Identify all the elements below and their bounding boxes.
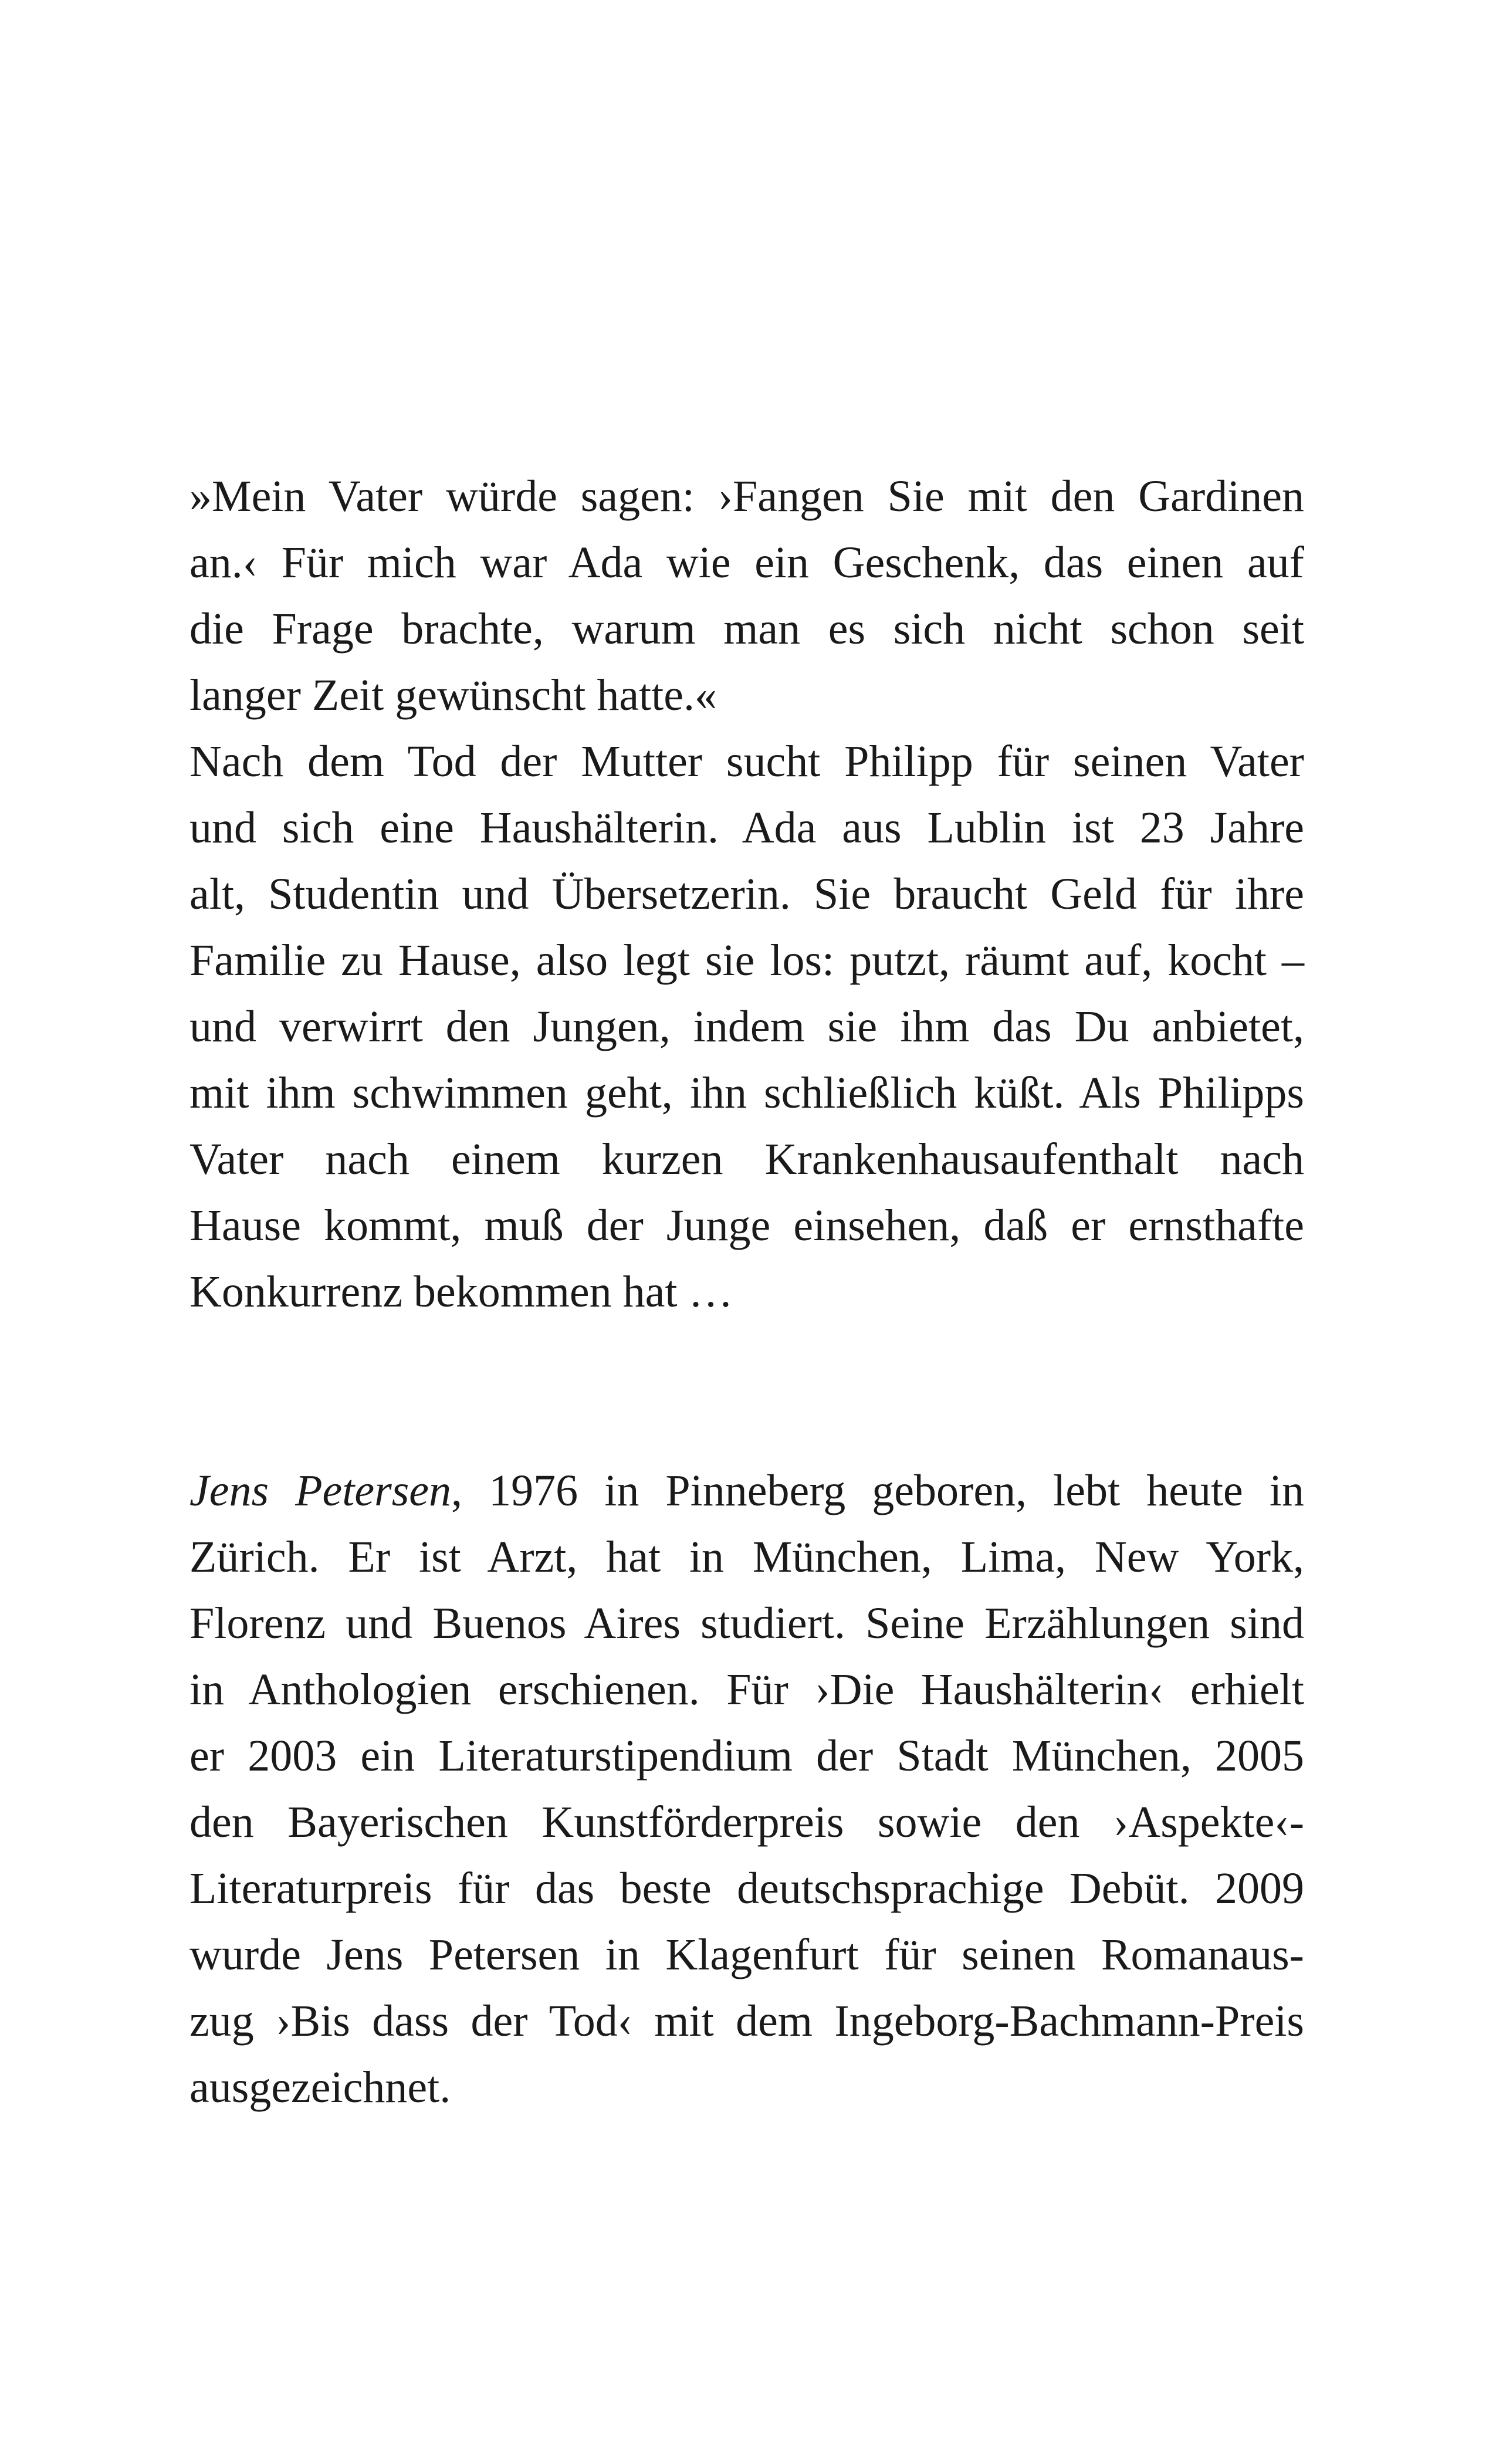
- blurb-line: Familie zu Hause, also legt sie los: putzt, räumt auf, kocht –: [189, 936, 1304, 985]
- blurb-line: »Mein Vater würde sagen: ›Fangen Sie mit den Gardinen: [189, 472, 1304, 521]
- blurb-line: an.‹ Für mich war Ada wie ein Geschenk, das einen auf: [189, 538, 1304, 587]
- blurb-line: und verwirrt den Jungen, indem sie ihm das Du anbietet,: [189, 1002, 1304, 1051]
- blurb-line: Vater nach einem kurzen Krankenhausaufenthalt nach: [189, 1135, 1304, 1184]
- bio-line: zug ›Bis dass der Tod‹ mit dem Ingeborg-Bachmann-Preis: [189, 1996, 1304, 2046]
- bio-line: den Bayerischen Kunstförderpreis sowie den ›Aspekte‹-: [189, 1798, 1304, 1847]
- blurb-line: und sich eine Haushälterin. Ada aus Lublin ist 23 Jahre: [189, 803, 1304, 852]
- bio-line: wurde Jens Petersen in Klagenfurt für seinen Romanaus-: [189, 1930, 1304, 1979]
- blurb-paragraph: [189, 463, 1304, 1325]
- blurb-line: mit ihm schwimmen geht, ihn schließlich küßt. Als Philipps: [189, 1068, 1304, 1118]
- bio-line: Zürich. Er ist Arzt, hat in München, Lima, New York,: [189, 1532, 1304, 1582]
- author-name: Jens Petersen: [189, 1466, 452, 1515]
- bio-line: ausgezeichnet.: [189, 2063, 451, 2112]
- bio-line: Literaturpreis für das beste deutschsprachige Debüt. 2009: [189, 1864, 1304, 1913]
- bio-line: er 2003 ein Literaturstipendium der Stadt München, 2005: [189, 1731, 1304, 1781]
- blurb-line: langer Zeit gewünscht hatte.«: [189, 671, 717, 720]
- bio-line: Florenz und Buenos Aires studiert. Seine Erzählungen sind: [189, 1599, 1304, 1648]
- blurb-line: Hause kommt, muß der Junge einsehen, daß er ernsthafte: [189, 1201, 1304, 1250]
- bio-first-line-rest: , 1976 in Pinneberg geboren, lebt heute in: [451, 1466, 1304, 1515]
- bio-first-line: [189, 1458, 1304, 1524]
- bio-line: in Anthologien erschienen. Für ›Die Haushälterin‹ erhielt: [189, 1665, 1304, 1714]
- blurb-line: alt, Studentin und Übersetzerin. Sie braucht Geld für ihre: [189, 869, 1304, 919]
- blurb-line: die Frage brachte, warum man es sich nicht schon seit: [189, 604, 1304, 654]
- blurb-line: Nach dem Tod der Mutter sucht Philipp für seinen Vater: [189, 737, 1304, 786]
- author-bio-paragraph: [189, 1458, 1304, 2121]
- blurb-line: Konkurrenz bekommen hat …: [189, 1267, 733, 1316]
